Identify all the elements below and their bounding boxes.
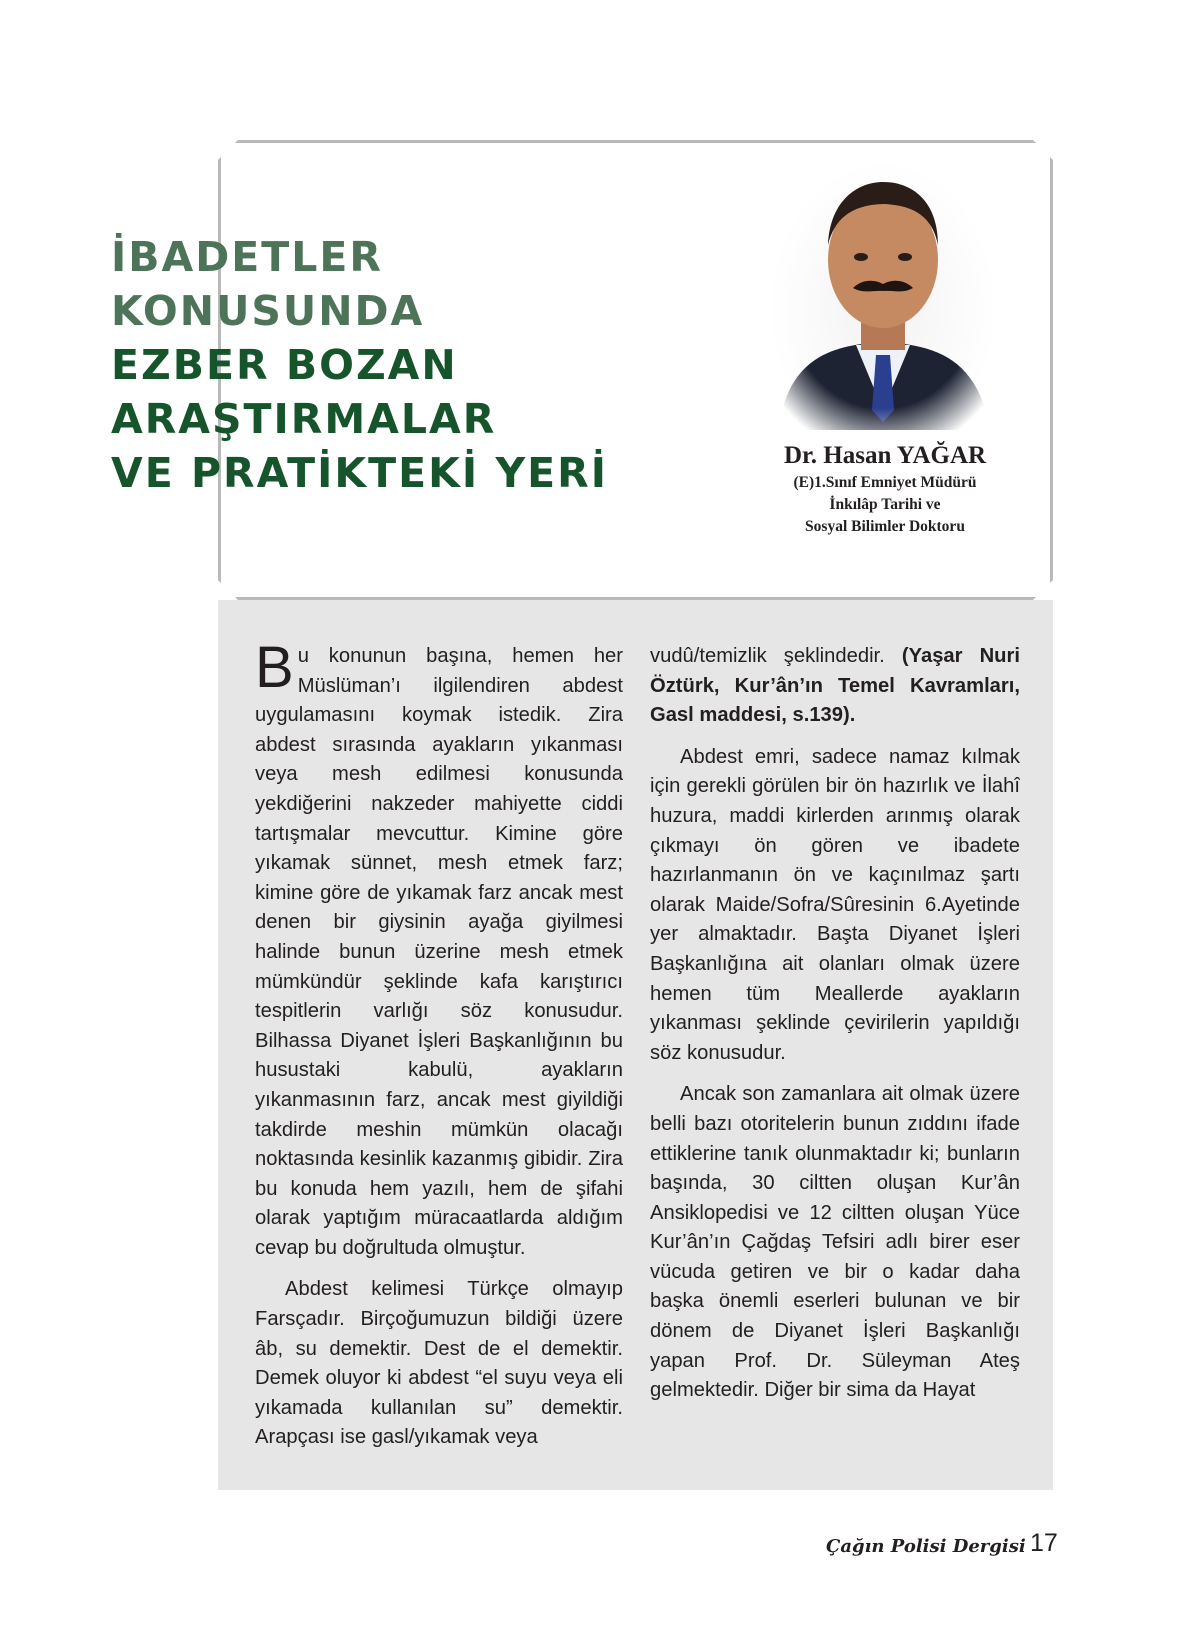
paragraph-2-continued <box>650 642 1020 731</box>
author-title-3: Sosyal Bilimler Doktoru <box>805 518 965 535</box>
title-line-4: ARAŞTIRMALAR <box>111 395 497 443</box>
paragraph-3: Abdest emri, sadece namaz kılmak için gerekli görülen bir ön hazırlık ve İlahî huzura, maddi kirlerden arınmış olarak çıkmayı ön gören ve ibadete hazırlanmanın ön ve kaçınılmaz şartı olarak Maide/Sofra/Sûresinin 6.Ayetinde yer almaktadır. Başta Diyanet İşleri Başkanlığına ait olanları olmak üzere hemen tüm Meallerde ayakların yıkanması şeklinde çevirilerin yapıldığı söz konusudur. <box>650 745 1020 1064</box>
paragraph-1-text: u konunun başına, hemen her Müslüman’ı ilgilendiren abdest uygulamasını koymak istedik. Zira abdest sırasında ayakların yıkanması veya mesh edilmesi konusunda yekdiğerini nakzeder mahiyette ciddi tartışmalar mevcuttur. Kimine göre yıkamak sünnet, mesh etmek farz; kimine göre de yıkamak farz ancak mest denen bir giysinin ayağa giyilmesi halinde bunun üzerine mesh etmek mümkündür şeklinde kafa karıştırıcı tespitlerin varlığı söz konusudur. Bilhassa Diyanet İşleri Başkanlığının bu husustaki kabulü, ayakların yıkanmasının farz, ancak mest giyildiği takdirde meshin mümkün olacağı noktasında kesinlik kazanmış gibidir. Zira bu konuda hem yazılı, hem de şifahi olarak yaptığım müracaatlarda aldığım cevap bu doğrultuda olmuştur. <box>255 645 623 1259</box>
title-line-3: EZBER BOZAN <box>111 341 458 389</box>
author-block <box>740 440 1030 538</box>
author-name: Dr. Hasan YAĞAR <box>783 442 987 469</box>
magazine-name: Çağın Polisi Dergisi <box>826 1536 1026 1557</box>
paragraph-4: Ancak son zamanlara ait olmak üzere belli bazı otoritelerin bunun zıddını ifade ettiklerine tanık olunmaktadır ki; bunların başında, 30 ciltten oluşan Kur’ân Ansiklopedisi ve 12 ciltten oluşan Yüce Kur’ân’ın Çağdaş Tefsiri adlı birer eser vücuda getiren ve bir o kadar daha başka önemli eserleri bulunan ve bir dönem de Diyanet İşleri Başkanlığı yapan Prof. Dr. Süleyman Ateş gelmektedir. Diğer bir sima da Hayat <box>650 1083 1020 1402</box>
citation: (Yaşar Nuri Öztürk, Kur’ân’ın Temel Kavramları, Gasl maddesi, s.139). <box>650 645 1020 727</box>
author-title-2: İnkılâp Tarihi ve <box>829 496 941 513</box>
paragraph-2-text: Abdest kelimesi Türkçe olmayıp Farsçadır. Birçoğumuzun bildiği üzere âb, su demektir. Dest de el demektir. Demek oluyor ki abdest “el suyu veya eli yıkamada kullanılan su” demektir. Arapçası ise gasl/yıkamak veya <box>255 1278 623 1449</box>
paragraph-2 <box>255 1275 623 1453</box>
title-line-2: KONUSUNDA <box>111 287 425 335</box>
article-title <box>111 230 608 500</box>
page-number: 17 <box>1030 1529 1058 1557</box>
portrait-illustration <box>768 160 998 430</box>
paragraph-2-continued-text: vudû/temizlik şeklindedir. <box>650 645 902 667</box>
column-left <box>255 635 623 1465</box>
title-line-1: İBADETLER <box>111 233 383 281</box>
column-right <box>650 642 1020 1418</box>
title-line-5: VE PRATİKTEKİ YERİ <box>111 449 608 497</box>
drop-cap: B <box>255 635 294 700</box>
author-title-1: (E)1.Sınıf Emniyet Müdürü <box>793 474 977 491</box>
author-portrait <box>768 160 998 430</box>
paragraph-1 <box>255 635 623 1263</box>
